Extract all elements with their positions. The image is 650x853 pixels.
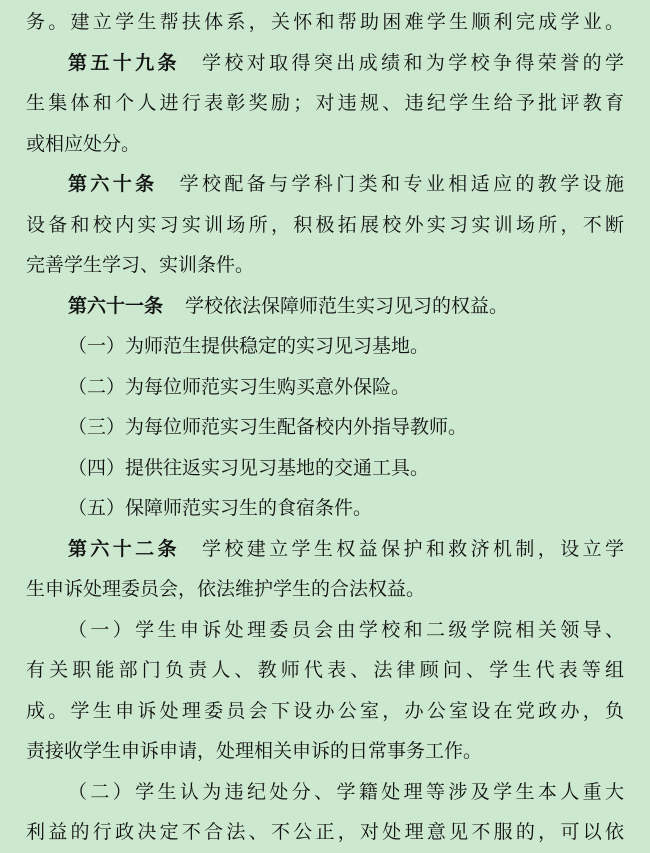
article-59-line: 第五十九条 学校对取得突出成绩和为学校争得荣誉的学 [68,51,624,74]
text-line: 或相应处分。 [26,132,141,155]
text-line: 责接收学生申诉申请，处理相关申诉的日常事务工作。 [26,740,483,762]
list-item: （二）为每位师范实习生购买意外保险。 [68,375,411,398]
article-number: 第五十九条 [68,51,180,74]
article-61-line: 第六十一条 学校依法保障师范生实习见习的权益。 [68,294,509,317]
text-line: 生申诉处理委员会，依法维护学生的合法权益。 [26,578,426,600]
list-item: （五）保障师范实习生的食宿条件。 [68,497,373,519]
list-item: （四）提供往返实习见习基地的交通工具。 [68,456,430,479]
article-number: 第六十二条 [68,537,180,560]
list-item: （一）为师范生提供稳定的实习见习基地。 [68,335,430,357]
text-line: 生集体和个人进行表彰奖励；对违规、违纪学生给予批评教育 [26,92,624,114]
article-62-line: 第六十二条 学校建立学生权益保护和救济机制，设立学 [68,537,624,560]
list-item: （三）为每位师范实习生配备校内外指导教师。 [68,416,468,438]
text-line: 完善学生学习、实训条件。 [26,254,255,276]
text-line: 成。学生申诉处理委员会下设办公室，办公室设在党政办，负 [26,699,624,722]
text-line: 设备和校内实习实训场所，积极拓展校外实习实训场所，不断 [26,213,624,236]
paragraph-line: （一）学生申诉处理委员会由学校和二级学院相关领导、 [68,618,624,641]
article-number: 第六十一条 [68,294,164,317]
text-line: 有关职能部门负责人、教师代表、法律顾问、学生代表等组 [26,659,624,681]
article-60-line: 第六十条 学校配备与学科门类和专业相适应的教学设施 [68,173,624,195]
text-line: 务。建立学生帮扶体系，关怀和帮助困难学生顺利完成学业。 [26,11,624,33]
paragraph-line: （二）学生认为违纪处分、学籍处理等涉及学生本人重大 [68,780,624,803]
article-number: 第六十条 [68,173,158,195]
text-line: 利益的行政决定不合法、不公正，对处理意见不服的，可以依 [26,821,624,843]
